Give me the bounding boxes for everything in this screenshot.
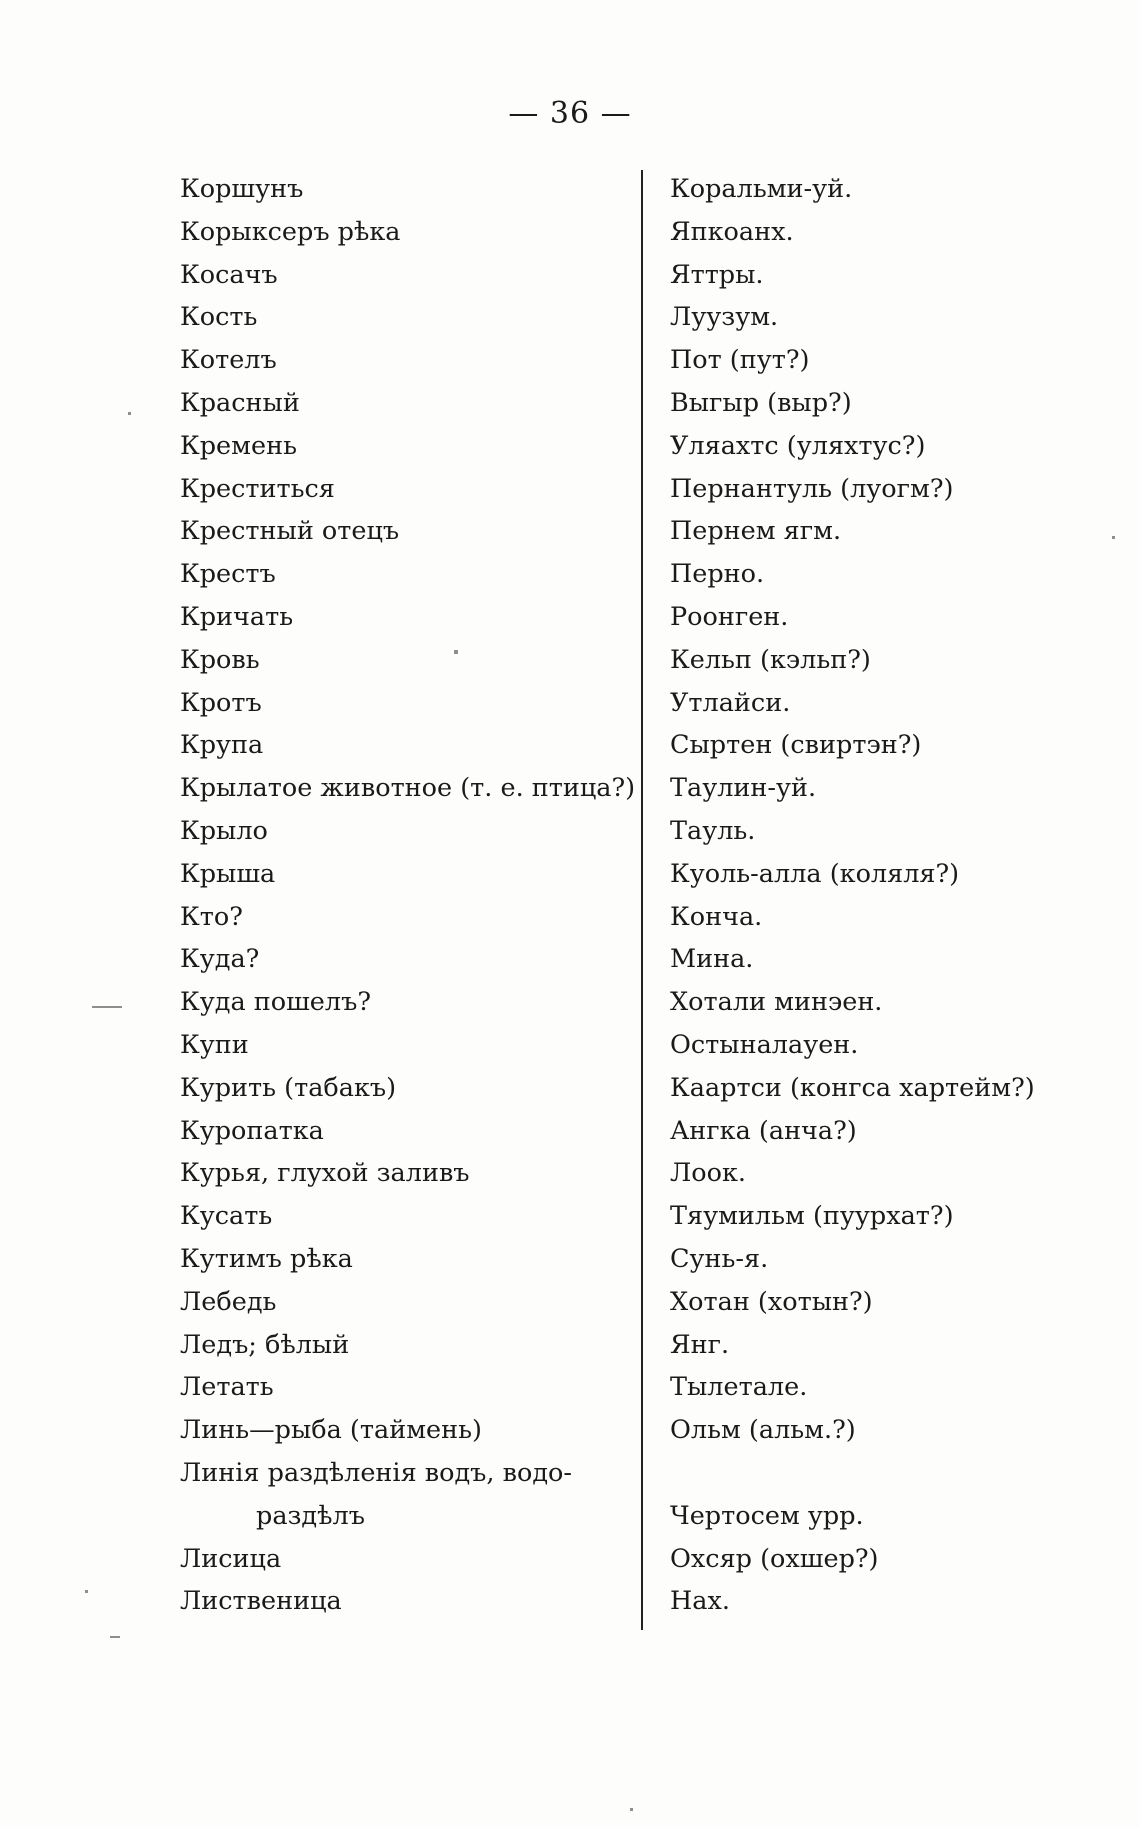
translation: Хотан (хотын?) <box>670 1286 873 1317</box>
russian-term: Лиственица <box>180 1586 342 1617</box>
translation: Ангка (анча?) <box>670 1115 857 1146</box>
translation: Янг. <box>670 1329 730 1360</box>
russian-term: Куда пошелъ? <box>180 987 371 1018</box>
translation: Уляахтс (уляхтус?) <box>670 430 926 461</box>
translation: Выгыр (выр?) <box>670 387 852 418</box>
translation: Кельп (кэльп?) <box>670 644 871 675</box>
translation: Таулин-уй. <box>670 773 817 804</box>
translation: Каартси (конгса хартейм?) <box>670 1072 1035 1103</box>
russian-term: Куропатка <box>180 1115 324 1146</box>
russian-term: Ледъ; бѣлый <box>180 1329 350 1360</box>
translation: Перно. <box>670 559 765 590</box>
russian-term: Лебедь <box>180 1286 277 1317</box>
translation: Утлайси. <box>670 687 791 718</box>
translation: Сыртен (свиртэн?) <box>670 730 922 761</box>
ink-speck <box>110 1636 120 1638</box>
ink-speck <box>630 1808 633 1811</box>
translation: Охсяр (охшер?) <box>670 1543 879 1574</box>
translation: Сунь-я. <box>670 1243 769 1274</box>
russian-column <box>180 168 636 1623</box>
vogul-column <box>670 168 1100 1623</box>
translation: Хотали минэен. <box>670 987 883 1018</box>
translation: Куоль-алла (коляля?) <box>670 858 960 889</box>
russian-term: Крыло <box>180 815 268 846</box>
russian-term: Креститься <box>180 473 335 504</box>
translation: Тылеталe. <box>670 1372 808 1403</box>
russian-term: Кусать <box>180 1201 273 1232</box>
russian-term: Курья, глухой заливъ <box>180 1158 470 1189</box>
russian-term: Куда? <box>180 944 260 975</box>
russian-term: Купи <box>180 1029 249 1060</box>
russian-term: Крылатое животное (т. е. птица?) <box>180 773 636 804</box>
translation: Пернантуль (луогм?) <box>670 473 954 504</box>
russian-term: Кремень <box>180 430 297 461</box>
translation: Чертосем урр. <box>670 1500 864 1531</box>
russian-term: Кровь <box>180 644 260 675</box>
ink-speck <box>1112 536 1115 539</box>
russian-term: Корыксеръ рѣка <box>180 216 401 247</box>
ink-speck <box>85 1590 88 1593</box>
russian-term: Крыша <box>180 858 276 889</box>
translation: Мина. <box>670 944 754 975</box>
translation: Яттры. <box>670 259 764 290</box>
translation: Пернем ягм. <box>670 516 842 547</box>
translation: Конча. <box>670 901 763 932</box>
translation: Лоок. <box>670 1158 747 1189</box>
translation: Нах. <box>670 1586 730 1617</box>
russian-term: Летать <box>180 1372 274 1403</box>
ink-speck <box>128 412 131 415</box>
translation-blank <box>670 1452 1100 1495</box>
russian-term: Курить (табакъ) <box>180 1072 397 1103</box>
ink-speck <box>92 1006 122 1008</box>
russian-term: Коршунъ <box>180 174 304 204</box>
russian-term: Кто? <box>180 901 243 932</box>
russian-term: Кричать <box>180 601 294 632</box>
translation: Пот (пут?) <box>670 345 810 376</box>
russian-term: Красный <box>180 387 300 418</box>
russian-term: Лисица <box>180 1543 282 1574</box>
russian-term: Линія раздѣленія водъ, водо- <box>180 1457 572 1488</box>
russian-term: Кротъ <box>180 687 262 718</box>
translation: Тауль. <box>670 815 756 846</box>
russian-term: Косачъ <box>180 259 278 290</box>
russian-term: Котелъ <box>180 345 277 376</box>
translation: Тяумильм (пуурхат?) <box>670 1201 954 1232</box>
russian-term: Кость <box>180 302 258 333</box>
russian-term-continuation: раздѣлъ <box>256 1500 365 1531</box>
russian-term: Крестный отецъ <box>180 516 400 547</box>
russian-term: Крупа <box>180 730 264 761</box>
ink-speck <box>454 650 458 654</box>
russian-term: Линь—рыба (таймень) <box>180 1415 482 1446</box>
translation: Коральми-уй. <box>670 174 853 204</box>
russian-term: Кутимъ рѣка <box>180 1243 353 1274</box>
russian-term: Крестъ <box>180 559 276 590</box>
translation: Япкоанх. <box>670 216 794 247</box>
translation: Ольм (альм.?) <box>670 1415 856 1446</box>
translation: Остыналауен. <box>670 1029 859 1060</box>
translation: Луузум. <box>670 302 779 333</box>
translation: Роонген. <box>670 601 789 632</box>
page-number: — 36 — <box>508 96 632 131</box>
column-divider <box>641 170 643 1630</box>
